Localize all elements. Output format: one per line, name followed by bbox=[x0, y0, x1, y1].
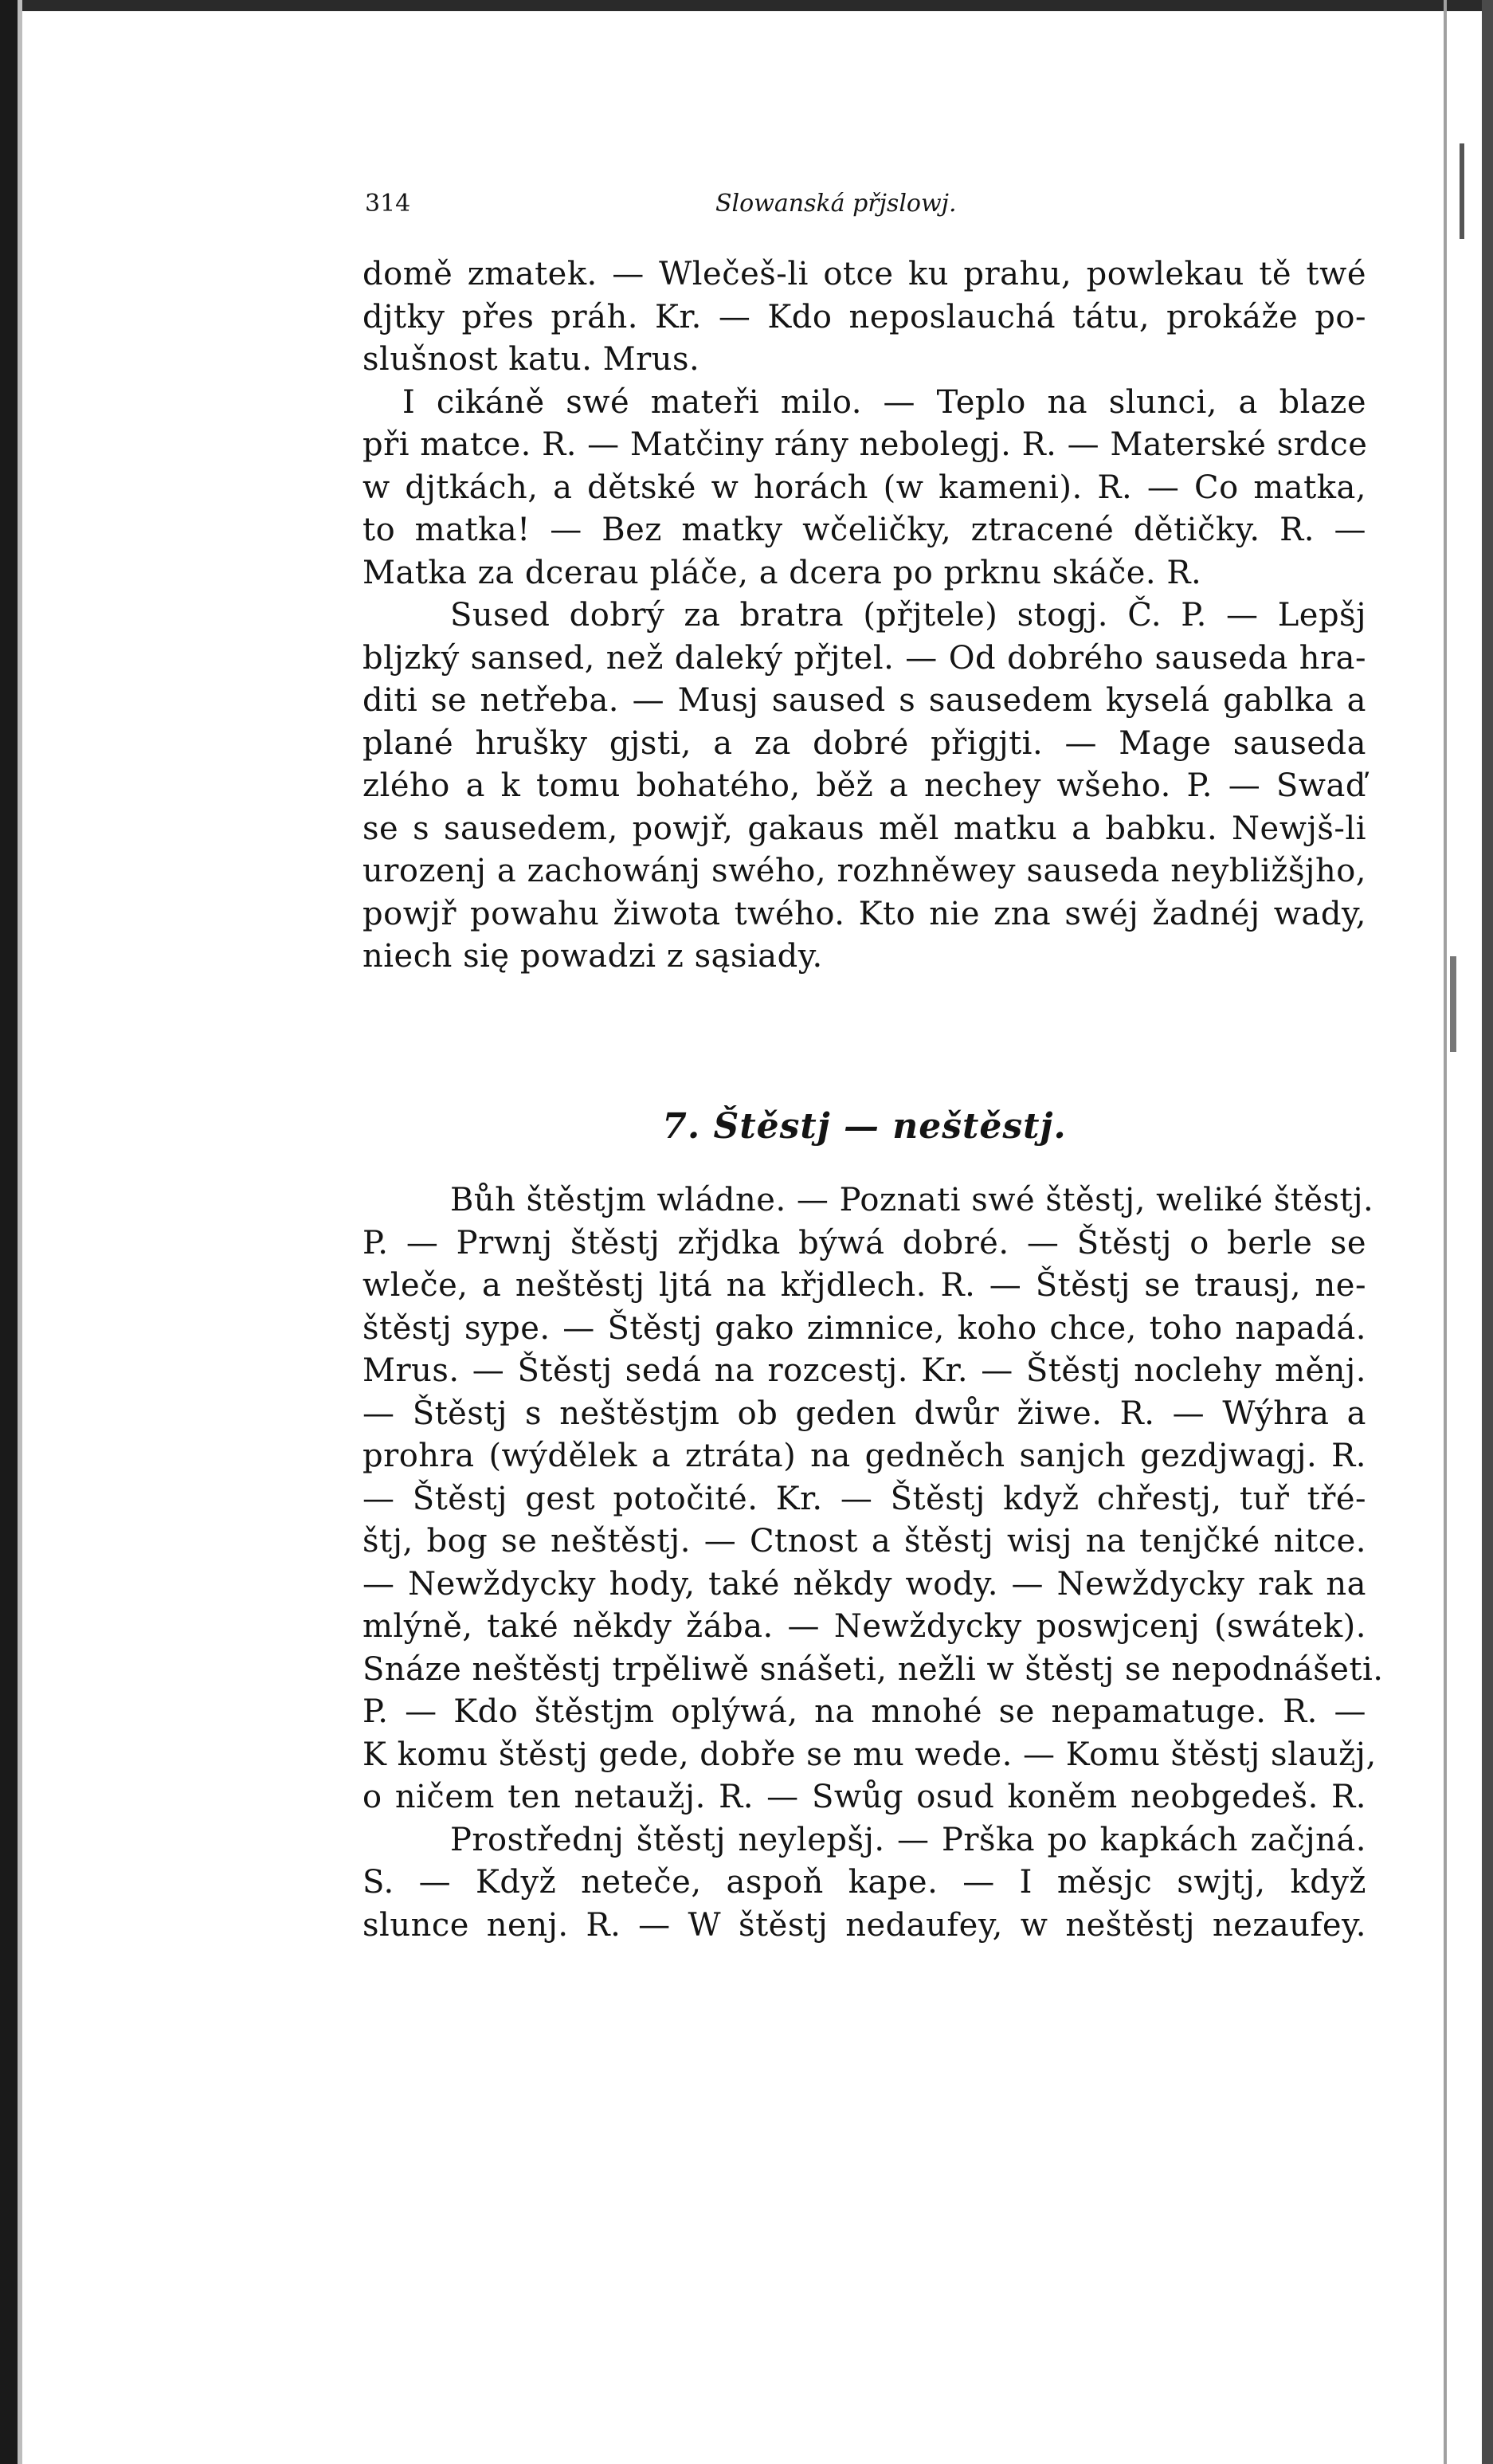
text-line: zlého a k tomu bohatého, běž a nechey wšeho. P. — Swaď bbox=[362, 767, 1366, 804]
scan-edge-mark bbox=[1450, 956, 1456, 1052]
text-line: štěstj sype. — Štěstj gako zimnice, koho chce, toho napadá. bbox=[362, 1309, 1366, 1347]
body-text-section-1 bbox=[362, 253, 1366, 979]
text-line: urozenj a zachowánj swého, rozhněwey sauseda neybližšjho, bbox=[362, 853, 1366, 889]
text-line: domě zmatek. — Wlečeš-li otce ku prahu, powlekau tě twé bbox=[362, 256, 1366, 292]
text-line: to matka! — Bez matky wčeličky, ztracené dětičky. R. — bbox=[362, 512, 1366, 548]
text-line: — Newždycky hody, také někdy wody. — Newždycky rak na bbox=[362, 1565, 1366, 1603]
text-line: slušnost katu. Mrus. bbox=[362, 341, 700, 378]
scan-edge-top bbox=[0, 0, 1493, 11]
body-text-section-2 bbox=[362, 1179, 1384, 1947]
scan-edge-right-line bbox=[1444, 0, 1447, 2464]
text-line: S. — Když netečе, aspoň kape. — I měsjc swjtj, když bbox=[362, 1864, 1366, 1901]
scan-edge-mark bbox=[1460, 143, 1464, 239]
text-line: bljzký sansed, než daleký přjtel. — Od dobrého sauseda hra- bbox=[362, 639, 1366, 677]
text-line: Bůh štěstjm wládne. — Poznati swé štěstj, weliké štěstj. bbox=[450, 1182, 1374, 1218]
text-line: K komu štěstj gede, dobře se mu wede. — Komu štěstj slaužj, bbox=[362, 1736, 1377, 1773]
text-line: djtky přes práh. Kr. — Kdo neposlauchá tátu, prokáže po- bbox=[362, 298, 1366, 335]
text-line: plané hrušky gjsti, a za dobré přigjti. — Mage sauseda bbox=[362, 724, 1366, 762]
page-number: 314 bbox=[365, 190, 411, 218]
text-line: niech się powadzi z sąsiady. bbox=[362, 938, 823, 975]
text-line: — Štěstj gest potočité. Kr. — Štěstj když chřestj, tuř třé- bbox=[362, 1480, 1366, 1517]
text-line: mlýně, také někdy žába. — Newždycky poswjcenj (swátek). bbox=[362, 1608, 1366, 1645]
text-line: Snáze neštěstj trpěliwě snášeti, nežli w štěstj se nepodnášeti. bbox=[362, 1650, 1384, 1688]
text-line: — Štěstj s neštěstjm ob geden dwůr žiwe. R. — Wýhra a bbox=[362, 1395, 1366, 1432]
section-heading: 7. Štěstj — neštěstj. bbox=[662, 1106, 1067, 1147]
text-line: wleče, a neštěstj ljtá na křjdlech. R. — Štěstj se trausj, ne- bbox=[362, 1267, 1366, 1304]
text-line: prohra (wýdělek a ztráta) na gedněch sanjch gezdjwagj. R. bbox=[362, 1438, 1366, 1474]
text-line: P. — Prwnj štěstj zřjdka býwá dobré. — Štěstj o berle se bbox=[362, 1224, 1366, 1261]
text-line: Matka za dcerau pláče, a dcera po prknu skáče. R. bbox=[362, 554, 1202, 591]
running-title: Slowanská přjslowj. bbox=[715, 190, 957, 218]
text-line: w djtkách, a dětské w horách (w kameni). R. — Co matka, bbox=[362, 469, 1366, 506]
text-line: slunce nenj. R. — W štěstj nedaufey, w neštěstj nezaufey. bbox=[362, 1906, 1366, 1944]
scan-edge-left-inner bbox=[18, 0, 22, 2464]
text-line: o ničem ten netaužj. R. — Swůg osud koněm neobgedeš. R. bbox=[362, 1779, 1366, 1815]
text-line: Prostřednj štěstj neylepšj. — Prška po kapkách začjná. bbox=[450, 1821, 1366, 1858]
text-line: P. — Kdo štěstjm oplýwá, na mnohé se nepamatuge. R. — bbox=[362, 1693, 1366, 1730]
text-line: štj, bog se neštěstj. — Ctnost a štěstj wisj na tenjčké nitce. bbox=[362, 1523, 1366, 1560]
text-line: se s sausedem, powjř, gakaus měl matku a babku. Newjš-li bbox=[362, 810, 1366, 847]
text-line: diti se netřeba. — Musj saused s sausedem kyselá gablka a bbox=[362, 682, 1366, 719]
text-line: powjř powahu žiwota twého. Kto nie zna swéj žadnéj wady, bbox=[362, 895, 1366, 932]
text-line: I cikáně swé mateři milo. — Teplo na slunci, a blaze bbox=[402, 383, 1366, 421]
text-line: při matce. R. — Matčiny rány nebolegj. R. — Materské srdce bbox=[362, 426, 1368, 463]
text-line: Mrus. — Štěstj sedá na rozcestj. Kr. — Štěstj noclehy měnj. bbox=[362, 1352, 1366, 1389]
scan-edge-left bbox=[0, 0, 18, 2464]
text-line: Sused dobrý za bratra (přjtele) stogj. Č. P. — Lepšj bbox=[450, 597, 1366, 634]
scan-edge-right bbox=[1482, 0, 1493, 2464]
page-header bbox=[365, 190, 1018, 222]
